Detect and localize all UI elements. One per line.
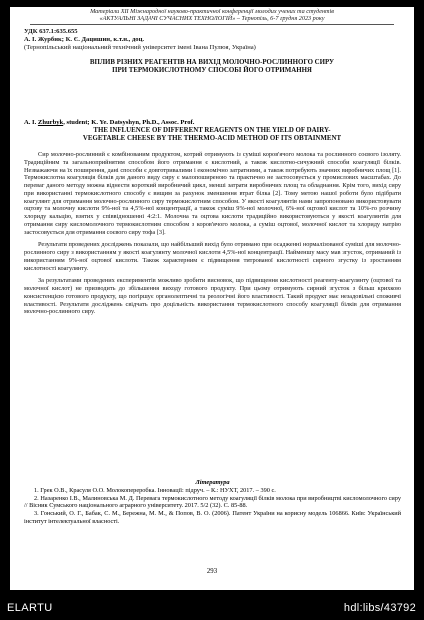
authors-en — [24, 119, 194, 127]
references-title: Література — [195, 479, 230, 486]
authors-en-prefix: A. I. — [24, 119, 38, 126]
reference-1: 1. Грек О.В., Красуля О.О. Молокопереробка. Інновації: підруч. – К.: НУХТ, 2017. – 390 с. — [34, 487, 276, 494]
footer-right-label: hdl:libs/43792 — [343, 602, 416, 614]
header-line-1: Матеріали XII Міжнародної науково-практичної конференції молодих учених та студентів — [90, 8, 334, 15]
title-en — [10, 127, 414, 143]
article-body — [24, 151, 401, 321]
header-rule — [30, 24, 394, 25]
title-ua-line-2: ПРИ ТЕРМОКИСЛОТНОМУ СПОСОБІ ЙОГО ОТРИМАННЯ — [112, 67, 312, 75]
page-number: 293 — [206, 568, 218, 575]
reference-3: 3. Гонський, О. Г., Бабак, С. М., Бережна, М. М., & Попов, В. О. (2006). Патент України на корисну модель 106866. Київ: Український інститут інтелектуальної власності. — [24, 510, 401, 525]
udc-code: УДК 637.1:635.655 — [24, 28, 78, 35]
title-ua — [10, 59, 414, 75]
header-line-2: «АКТУАЛЬНІ ЗАДАЧІ СУЧАСНИХ ТЕХНОЛОГІЙ» – Тернопіль, 6-7 грудня 2023 року — [99, 15, 325, 23]
title-en-line-2: VEGETABLE CHEESE BY THE THERMO-ACID METHOD OF ITS OBTAINMENT — [82, 135, 342, 143]
authors-en-suffix: , student; K. Ye. Datsyshyn, Ph.D., Assoc. Prof. — [63, 119, 195, 126]
references-list — [24, 487, 401, 526]
paragraph-3: За результатами проведених експериментів можливо зробити висновок, що підвищення кислотності реагенту-коагулянту (оцтової та молочної кислот) не призводить до збільшення виходу готового продукту. При цьому отримують сирний згусток з більш крихкою консистенцією готового продукту, що погіршує органолептичні та реологічні його властивості. Такий продукт має незадовільні споживчі властивості. Результати досліджень свідчать про доцільність використання термокислотного способу коагуляції білків для отримання молочно-рослинного сиру. — [24, 277, 401, 316]
conference-header — [10, 8, 414, 22]
reference-2: 2. Назаренко І.В., Малиновська М. Д. Перевага термокислотного методу коагуляції білків молока при виробництві кисломолочного сиру // Вісник Сумського національного аграрного університету. 2017. 5/2 (32). С. 85-88. — [24, 494, 401, 510]
paragraph-2: Результати проведених досліджень показали, що найбільший вихід було отримано при осадженні нормалізованої суміші для молочно-рослинного сиру з використанням у якості коагулянту молочної кислоти 4,5%-ної концентрації. Найменшу масу мав згусток, отриманий із використанням 9%-ної оцтової кислоти. Також характерним є підвищення титрованої кислотності сирного згустку із зростанням кислотності коагулянту. — [24, 241, 401, 272]
affiliation: (Тернопільський національний технічний університет імені Івана Пулюя, Україна) — [24, 44, 256, 51]
title-en-line-1: THE INFLUENCE OF DIFFERENT REAGENTS ON THE YIELD OF DAIRY- — [93, 127, 331, 134]
authors-en-underlined: Zhurbyk — [37, 119, 64, 126]
authors-ua: А. І. Журбик; К. Є. Дацишин, к.т.н., доц. — [24, 36, 145, 43]
paragraph-1: Сир молочно-рослинний є комбінованим продуктом, котрий отримують із суміші коров'ячого молока та рослинного соєвого ізоляту. Традиційним та загальноприйнятим способом його отримання є кислотний, а також кислотно-сичужний способи коагуляції білків. Незважаючи на їх поширення, дані способи є довготривалими і економічно затратними, а також потребують значних виробничих площ [1]. Термокислотна коагуляція білків для даного виду сиру є малопоширеною та практично не застосовується у промислових масштабах. До переваг даного методу можна віднести короткий виробничий цикл, менші затрати виробничих площ та обладнання. Крім того, вихід сиру при використанні термокислотного способу є вищим за рахунок зменшення втрат білка [2]. Тому метою нашої роботи було підібрати коагулянт для отримання молочно-рослинного сиру термокислотним способом. У якості коагулянтів нами запропоновано використовувати оцтову та молочну кислоти 9%-ної та 4,5%-ної концентрації, а також суміш 9%-ної молочної, 6%-ної оцтової кислот та 10%-го розчину хлориду кальцію, взятих у співвідношенні 4:2:1. Молочна та оцтова кислоти традиційно використовуються у якості коагулянтів для отримання сиру кисломолочного термокислотним способом з коров'ячого молока, а суміш оцтової, молочної кислот та хлориду натрію застосовується для отримання соєвого сиру тофа [3]. — [24, 151, 401, 236]
footer-left-label: ELARTU — [7, 602, 53, 614]
document-page — [10, 7, 414, 590]
title-ua-line-1: ВПЛИВ РІЗНИХ РЕАГЕНТІВ НА ВИХІД МОЛОЧНО-РОСЛИННОГО СИРУ — [89, 59, 335, 66]
